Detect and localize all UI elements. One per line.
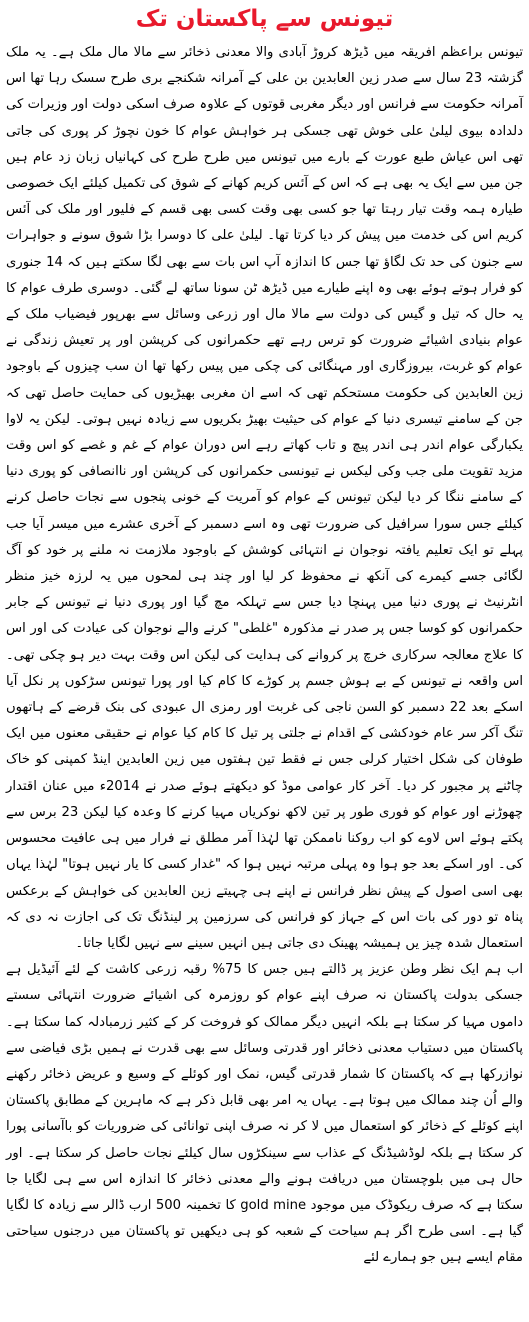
article-title: تیونس سے پاکستان تک xyxy=(135,6,394,32)
article-paragraph-2: اب ہم ایک نظر وطن عزیز پر ڈالتے ہیں جس کا 75% رقبہ زرعی کاشت کے لئے آئیڈیل ہے جسکی بدولت پاکستان نہ صرف اپنے عوام کو روزمرہ کی اشیائے ضرورت انتہائی سستے داموں مہیا کر سکتا ہے بلکہ انہیں دیگر ممالک کو فروخت کر کے کثیر زرمبادلہ کما سکتا ہے۔ پاکستان میں دستیاب معدنی ذخائر اور قدرتی وسائل سے بھی قدرت نے ہمیں بڑی فیاضی سے نوازرکھا ہے کہ پاکستان کا شمار قدرتی گیس، نمک اور کوئلے کے وسیع و عریض ذخائر رکھنے والے اُن چند ممالک میں ہوتا ہے۔ یہاں یہ امر بھی قابل ذکر ہے کہ ماہرین کے مطابق پاکستان اپنے کوئلے کے ذخائر کو استعمال میں لا کر نہ صرف اپنی توانائی کی ضروریات کو باآسانی پورا کر سکتا ہے بلکہ لوڈشیڈنگ کے عذاب سے سینکڑوں سال کیلئے نجات حاصل کر سکتا ہے۔ اور حال ہی میں بلوچستان میں دریافت ہونے والے معدنی ذخائر کا اندازہ اس سے ہی لگایا جا سکتا ہے کہ صرف ریکوڈک میں موجود gold mine کا تخمینہ 500 ارب ڈالر سے زیادہ کا لگایا گیا ہے۔ اسی طرح اگر ہم سیاحت کے شعبہ کو ہی دیکھیں تو پاکستان میں درجنوں سیاحتی مقام ایسے ہیں جو ہمارے لئے xyxy=(6,962,523,1266)
article-paragraph-1: تیونس براعظم افریقہ میں ڈیڑھ کروڑ آبادی والا معدنی ذخائر سے مالا مال ملک ہے۔ یہ ملک گزشتہ 23 سال سے صدر زین العابدین بن علی کے آمرانہ شکنجے بری طرح سسک رہا تھا اس آمرانہ حکومت سے فرانس اور دیگر مغربی قوتوں کے علاوہ صرف اسکی دولت اور وزیرات کی دلدادہ بیوی لیلیٰ علی خوش تھی جسکی ہر خواہش عوام کا خون نچوڑ کر پوری کی جاتی تھی اس عیاش طبع عورت کے بارے میں تیونس میں طرح طرح کی کہانیاں زبان زد عام ہیں جن میں سے ایک یہ بھی ہے کہ اس کے آئس کریم کھانے کے شوق کی تکمیل کیلئے ایک خصوصی طیارہ ہمہ وقت تیار رہتا تھا جو کسی بھی وقت کسی بھی قسم کے فلیور اور ملک کی آئس کریم اس کی خدمت میں پیش کر دیا کرتا تھا۔ لیلیٰ علی کا دوسرا بڑا شوق سونے و جواہرات سے جنون کی حد تک لگاؤ تھا جس کا اندازہ آپ اس بات سے بھی لگا سکتے ہیں کہ 14 جنوری کو فرار ہوتے ہوئے بھی وہ اپنے طیارے میں ڈیڑھ ٹن سونا ساتھ لے گئی۔ دوسری طرف عوام کا یہ حال کہ تیل و گیس کی دولت سے مالا مال اور زرعی وسائل سے بھرپور فیضیاب ملک کے عوام بنیادی اشیائے ضرورت کو ترس رہے تھے حکمرانوں کی کرپشن اور پر تعیش زندگی نے عوام کو غربت، بیروزگاری اور مہنگائی کی چکی میں پیس رکھا تھا ان سب چیزوں کے باوجود زین العابدین کی حکومت مستحکم تھی کہ اسے ان مغربی بھیڑیوں کی حمایت حاصل تھی کہ جن کے سامنے تیسری دنیا کے عوام کی حیثیت بھیڑ بکریوں سے زیادہ نہیں ہوتی۔ لیکن یہ لاوا یکبارگی عوام اندر ہی اندر پیچ و تاب کھاتے رہے اس دوران عوام کے غم و غصے کو اس وقت مزید تقویت ملی جب وکی لیکس نے تیونسی حکمرانوں کی کرپشن اور ناانصافی کو پوری دنیا کے سامنے ننگا کر دیا لیکن تیونس کے عوام کو آمریت کے خونی پنجوں سے نجات حاصل کرنے کیلئے جس سورا سرافیل کی ضرورت تھی وہ اسے دسمبر کے آخری عشرے میں میسر آیا جب پہلے تو ایک تعلیم یافتہ نوجوان نے انتہائی کوشش کے باوجود ملازمت نہ ملنے پر خود کو آگ لگائی جسے کیمرے کی آنکھ نے محفوظ کر لیا اور چند ہی لمحوں میں یہ لرزہ خیز منظر انٹرنیٹ نے پوری دنیا میں پہنچا دیا جس سے تہلکہ مچ گیا اور پوری دنیا نے تیونس کے جابر حکمرانوں کو کوسا جس پر صدر نے مذکورہ "غلطی" کرنے والے نوجوان کی عیادت کی اور اس کا علاج معالجہ سرکاری خرچ پر کروانے کی ہدایت کی لیکن اس وقت بہت دیر ہو چکی تھی۔ اس واقعہ نے تیونس کے بے ہوش جسم پر کوڑے کا کام کیا اور پورا تیونس سڑکوں پر نکل آیا اسکے بعد 22 دسمبر کو السن ناجی کی غربت اور رمزی ال عبودی کی بنک قرضے کے ہاتھوں تنگ آکر سر عام خودکشی کے اقدام نے جلتی پر تیل کا کام کیا عوام نے حقیقی معنوں میں ایک طوفان کی شکل اختیار کرلی جس نے فقط تین ہفتوں میں زین العابدین اینڈ کمپنی کو خاک چاٹنے پر مجبور کر دیا۔ آخر کار عوامی موڈ کو دیکھتے ہوئے صدر نے 2014ء میں عنان اقتدار چھوڑنے اور عوام کو فوری طور پر تین لاکھ نوکریاں مہیا کرنے کا وعدہ کیا لیکن 23 برس سے پکتے ہوئے اس لاوے کو اب روکنا ناممکن تھا لہٰذا آمر مطلق نے فرار میں ہی عافیت محسوس کی۔ اور اسکے بعد جو ہوا وہ پہلی مرتبہ نہیں ہوا کہ "غدار کسی کا یار نہیں ہوتا" لہٰذا یہاں بھی اسی اصول کے پیش نظر فرانس نے اپنے ہی چہیتے زین العابدین کی خواہش کے برعکس پناہ تو دور کی بات اس کے جہاز کو فرانس کی سرزمین پر لینڈنگ تک کی اجازت نہ دی کہ استعمال شدہ چیز یں ہمیشہ پھینک دی جاتی ہیں انہیں سینے سے نہیں لگایا جاتا۔ xyxy=(6,45,523,951)
article-body xyxy=(6,40,523,1272)
